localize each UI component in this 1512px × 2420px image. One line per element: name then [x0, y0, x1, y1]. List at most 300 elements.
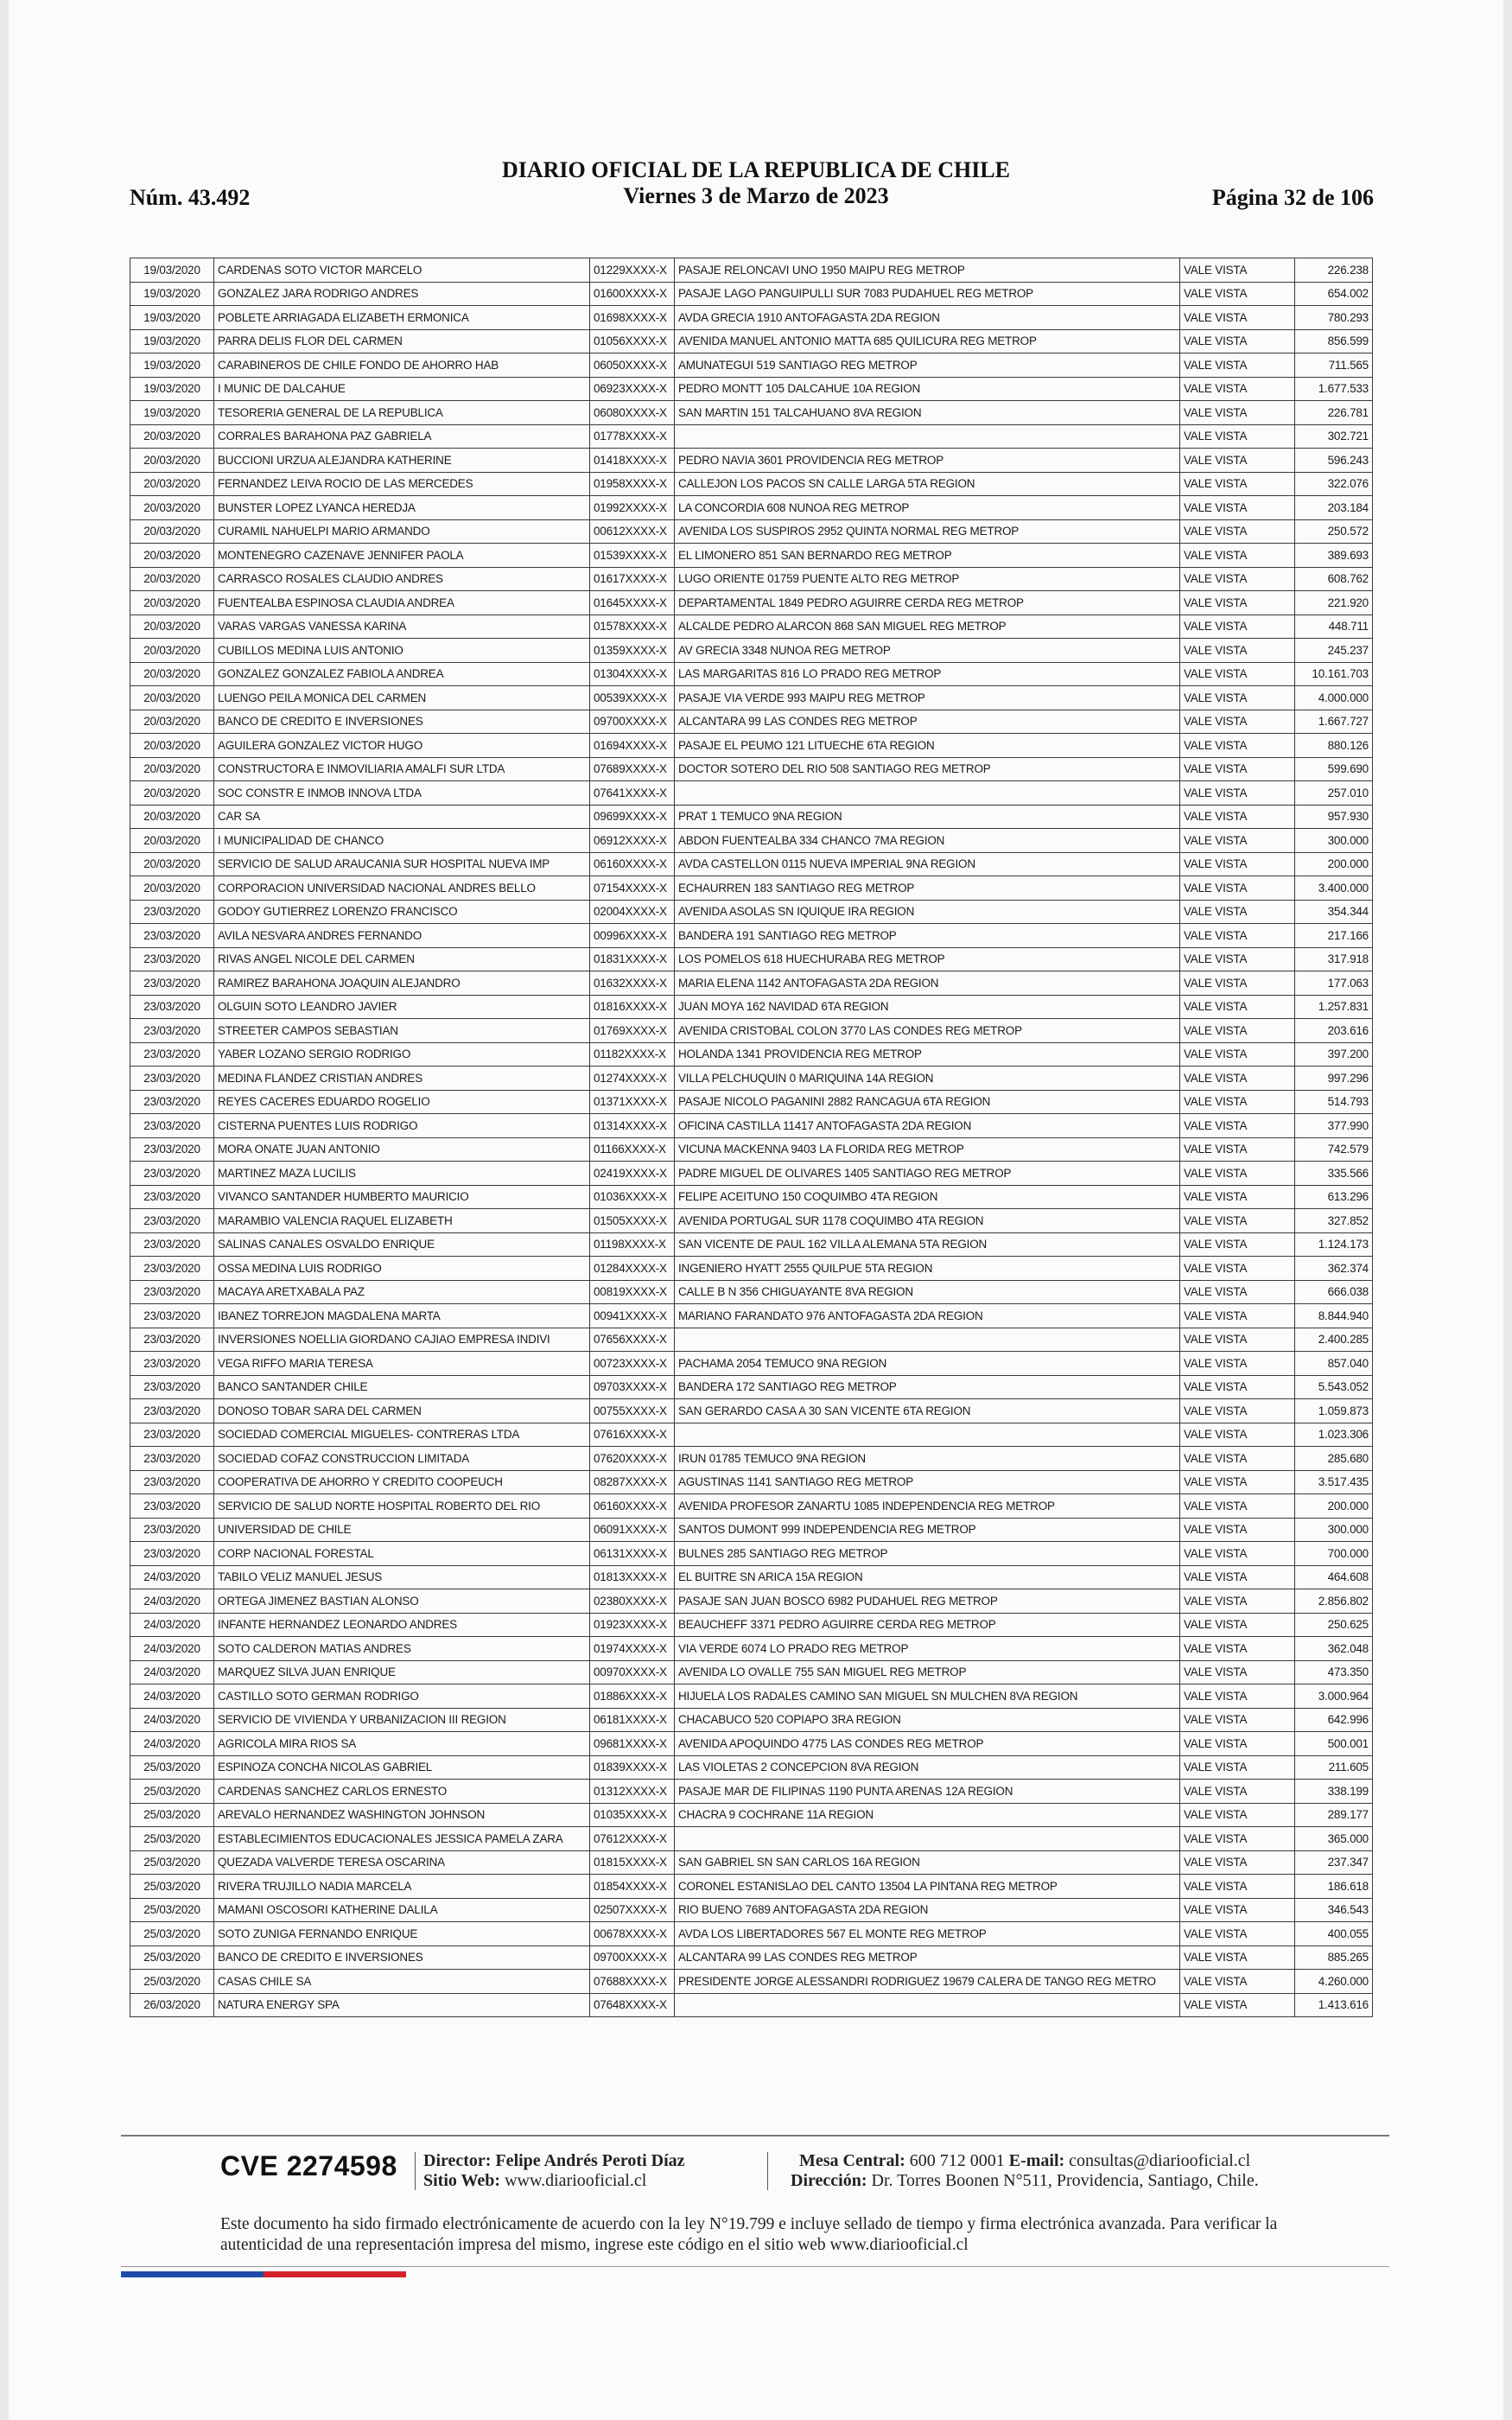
payment-type-cell: VALE VISTA: [1180, 639, 1295, 663]
rut-cell: 07612XXXX-X: [590, 1827, 675, 1851]
rut-cell: 09700XXXX-X: [590, 1946, 675, 1970]
payment-type-cell: VALE VISTA: [1180, 1970, 1295, 1994]
date-cell: 23/03/2020: [130, 1137, 214, 1162]
name-cell: LUENGO PEILA MONICA DEL CARMEN: [214, 686, 590, 710]
table-row: [130, 1660, 1373, 1684]
amount-cell: 957.930: [1295, 805, 1373, 829]
payment-type-cell: VALE VISTA: [1180, 1589, 1295, 1614]
name-cell: INVERSIONES NOELLIA GIORDANO CAJIAO EMPRESA INDIVI: [214, 1328, 590, 1352]
address-cell: ALCANTARA 99 LAS CONDES REG METROP: [675, 710, 1180, 734]
address-cell: SANTOS DUMONT 999 INDEPENDENCIA REG METROP: [675, 1518, 1180, 1542]
date-cell: 20/03/2020: [130, 567, 214, 591]
table-row: [130, 1898, 1373, 1922]
rut-cell: 01371XXXX-X: [590, 1090, 675, 1114]
date-cell: 23/03/2020: [130, 1185, 214, 1209]
rut-cell: 00539XXXX-X: [590, 686, 675, 710]
amount-cell: 203.616: [1295, 1019, 1373, 1043]
date-cell: 20/03/2020: [130, 449, 214, 473]
name-cell: CURAMIL NAHUELPI MARIO ARMANDO: [214, 519, 590, 544]
table-row: [130, 615, 1373, 639]
rut-cell: 00612XXXX-X: [590, 519, 675, 544]
table-row: [130, 1542, 1373, 1566]
payment-type-cell: VALE VISTA: [1180, 1850, 1295, 1875]
date-cell: 23/03/2020: [130, 1042, 214, 1067]
amount-cell: 1.413.616: [1295, 1993, 1373, 2017]
address-cell: DOCTOR SOTERO DEL RIO 508 SANTIAGO REG METROP: [675, 757, 1180, 781]
address-cell: [675, 1993, 1180, 2017]
name-cell: SERVICIO DE SALUD ARAUCANIA SUR HOSPITAL NUEVA IMP: [214, 852, 590, 876]
name-cell: SOTO ZUNIGA FERNANDO ENRIQUE: [214, 1922, 590, 1946]
name-cell: CUBILLOS MEDINA LUIS ANTONIO: [214, 639, 590, 663]
payment-type-cell: VALE VISTA: [1180, 1067, 1295, 1091]
table-row: [130, 1827, 1373, 1851]
payment-type-cell: VALE VISTA: [1180, 900, 1295, 924]
amount-cell: 250.625: [1295, 1613, 1373, 1637]
payment-type-cell: VALE VISTA: [1180, 1803, 1295, 1827]
address-cell: JUAN MOYA 162 NAVIDAD 6TA REGION: [675, 995, 1180, 1019]
name-cell: MONTENEGRO CAZENAVE JENNIFER PAOLA: [214, 544, 590, 568]
date-cell: 20/03/2020: [130, 519, 214, 544]
table-row: [130, 1423, 1373, 1447]
address-cell: AVDA CASTELLON 0115 NUEVA IMPERIAL 9NA REGION: [675, 852, 1180, 876]
amount-cell: 211.605: [1295, 1755, 1373, 1780]
date-cell: 23/03/2020: [130, 1542, 214, 1566]
amount-cell: 2.400.285: [1295, 1328, 1373, 1352]
date-cell: 23/03/2020: [130, 1090, 214, 1114]
name-cell: BANCO DE CREDITO E INVERSIONES: [214, 1946, 590, 1970]
payment-type-cell: VALE VISTA: [1180, 1613, 1295, 1637]
name-cell: SOTO CALDERON MATIAS ANDRES: [214, 1637, 590, 1661]
address-cell: PEDRO NAVIA 3601 PROVIDENCIA REG METROP: [675, 449, 1180, 473]
address-cell: HIJUELA LOS RADALES CAMINO SAN MIGUEL SN MULCHEN 8VA REGION: [675, 1684, 1180, 1709]
table-row: [130, 567, 1373, 591]
table-row: [130, 1375, 1373, 1399]
payment-type-cell: VALE VISTA: [1180, 995, 1295, 1019]
name-cell: I MUNICIPALIDAD DE CHANCO: [214, 829, 590, 853]
payment-type-cell: VALE VISTA: [1180, 1137, 1295, 1162]
name-cell: ORTEGA JIMENEZ BASTIAN ALONSO: [214, 1589, 590, 1614]
rut-cell: 07616XXXX-X: [590, 1423, 675, 1447]
email-label: E-mail:: [1008, 2151, 1065, 2170]
payment-type-cell: VALE VISTA: [1180, 852, 1295, 876]
address-cell: [675, 424, 1180, 449]
website-line: [423, 2171, 646, 2190]
address-cell: PASAJE MAR DE FILIPINAS 1190 PUNTA ARENAS 12A REGION: [675, 1780, 1180, 1804]
name-cell: VIVANCO SANTANDER HUMBERTO MAURICIO: [214, 1185, 590, 1209]
date-cell: 23/03/2020: [130, 1304, 214, 1328]
payment-type-cell: VALE VISTA: [1180, 1090, 1295, 1114]
amount-cell: 2.856.802: [1295, 1589, 1373, 1614]
table-row: [130, 1803, 1373, 1827]
table-row: [130, 496, 1373, 520]
table-row: [130, 1494, 1373, 1519]
amount-cell: 335.566: [1295, 1162, 1373, 1186]
rut-cell: 01974XXXX-X: [590, 1637, 675, 1661]
amount-cell: 389.693: [1295, 544, 1373, 568]
rut-cell: 01839XXXX-X: [590, 1755, 675, 1780]
name-cell: MAMANI OSCOSORI KATHERINE DALILA: [214, 1898, 590, 1922]
address-value: Dr. Torres Boonen N°511, Providencia, Santiago, Chile.: [871, 2171, 1259, 2190]
date-cell: 24/03/2020: [130, 1565, 214, 1589]
address-cell: SAN VICENTE DE PAUL 162 VILLA ALEMANA 5TA REGION: [675, 1232, 1180, 1257]
table-row: [130, 852, 1373, 876]
address-cell: EL LIMONERO 851 SAN BERNARDO REG METROP: [675, 544, 1180, 568]
address-label: Dirección:: [791, 2171, 867, 2190]
address-cell: AVENIDA LO OVALLE 755 SAN MIGUEL REG METROP: [675, 1660, 1180, 1684]
website-link[interactable]: www.diariooficial.cl: [505, 2171, 647, 2190]
rut-cell: 06160XXXX-X: [590, 852, 675, 876]
amount-cell: 1.124.173: [1295, 1232, 1373, 1257]
amount-cell: 666.038: [1295, 1280, 1373, 1304]
rut-cell: 01166XXXX-X: [590, 1137, 675, 1162]
date-cell: 25/03/2020: [130, 1780, 214, 1804]
table-row: [130, 353, 1373, 378]
address-cell: VICUNA MACKENNA 9403 LA FLORIDA REG METROP: [675, 1137, 1180, 1162]
table-row: [130, 1470, 1373, 1494]
payment-type-cell: VALE VISTA: [1180, 1185, 1295, 1209]
name-cell: IBANEZ TORREJON MAGDALENA MARTA: [214, 1304, 590, 1328]
name-cell: SOCIEDAD COFAZ CONSTRUCCION LIMITADA: [214, 1447, 590, 1471]
rut-cell: 02507XXXX-X: [590, 1898, 675, 1922]
address-cell: PASAJE EL PEUMO 121 LITUECHE 6TA REGION: [675, 734, 1180, 758]
amount-cell: 448.711: [1295, 615, 1373, 639]
signature-disclaimer: Este documento ha sido firmado electrónicamente de acuerdo con la ley N°19.799 e incluye sellado de tiempo y firma electrónica avanzada. Para verificar la autenticidad de una representación impresa del mismo, ingrese este código en el sitio web www.diariooficial.cl: [220, 2215, 1278, 2254]
address-cell: AV GRECIA 3348 NUNOA REG METROP: [675, 639, 1180, 663]
rut-cell: 01815XXXX-X: [590, 1850, 675, 1875]
name-cell: UNIVERSIDAD DE CHILE: [214, 1518, 590, 1542]
table-row: [130, 1090, 1373, 1114]
amount-cell: 10.161.703: [1295, 662, 1373, 686]
date-cell: 23/03/2020: [130, 1423, 214, 1447]
amount-cell: 608.762: [1295, 567, 1373, 591]
date-cell: 23/03/2020: [130, 1162, 214, 1186]
payment-type-cell: VALE VISTA: [1180, 1993, 1295, 2017]
amount-cell: 397.200: [1295, 1042, 1373, 1067]
rut-cell: 07641XXXX-X: [590, 781, 675, 806]
amount-cell: 885.265: [1295, 1946, 1373, 1970]
rut-cell: 01056XXXX-X: [590, 329, 675, 353]
amount-cell: 327.852: [1295, 1209, 1373, 1233]
table-row: [130, 1780, 1373, 1804]
payment-type-cell: VALE VISTA: [1180, 1780, 1295, 1804]
address-cell: AVENIDA APOQUINDO 4775 LAS CONDES REG METROP: [675, 1732, 1180, 1756]
name-cell: POBLETE ARRIAGADA ELIZABETH ERMONICA: [214, 306, 590, 330]
name-cell: AGUILERA GONZALEZ VICTOR HUGO: [214, 734, 590, 758]
date-cell: 23/03/2020: [130, 1494, 214, 1519]
bottom-divider: [121, 2266, 1389, 2267]
table-row: [130, 1637, 1373, 1661]
rut-cell: 01854XXXX-X: [590, 1875, 675, 1899]
table-row: [130, 1875, 1373, 1899]
registry-table-body: [130, 258, 1373, 2017]
address-cell: AVENIDA PORTUGAL SUR 1178 COQUIMBO 4TA REGION: [675, 1209, 1180, 1233]
payment-type-cell: VALE VISTA: [1180, 1875, 1295, 1899]
payment-type-cell: VALE VISTA: [1180, 544, 1295, 568]
table-row: [130, 1518, 1373, 1542]
director-label: Director:: [423, 2151, 492, 2170]
table-row: [130, 591, 1373, 615]
address-cell: AVENIDA LOS SUSPIROS 2952 QUINTA NORMAL REG METROP: [675, 519, 1180, 544]
amount-cell: 377.990: [1295, 1114, 1373, 1138]
address-cell: MARIANO FARANDATO 976 ANTOFAGASTA 2DA REGION: [675, 1304, 1180, 1328]
address-cell: FELIPE ACEITUNO 150 COQUIMBO 4TA REGION: [675, 1185, 1180, 1209]
amount-cell: 856.599: [1295, 329, 1373, 353]
payment-type-cell: VALE VISTA: [1180, 1565, 1295, 1589]
rut-cell: 01886XXXX-X: [590, 1684, 675, 1709]
footer-separator-2: [767, 2152, 768, 2190]
table-row: [130, 1019, 1373, 1043]
amount-cell: 880.126: [1295, 734, 1373, 758]
amount-cell: 365.000: [1295, 1827, 1373, 1851]
amount-cell: 322.076: [1295, 472, 1373, 496]
date-cell: 20/03/2020: [130, 805, 214, 829]
rut-cell: 07620XXXX-X: [590, 1447, 675, 1471]
director-name: Felipe Andrés Peroti Díaz: [495, 2151, 685, 2170]
name-cell: GONZALEZ GONZALEZ FABIOLA ANDREA: [214, 662, 590, 686]
amount-cell: 464.608: [1295, 1565, 1373, 1589]
address-cell: CALLEJON LOS PACOS SN CALLE LARGA 5TA REGION: [675, 472, 1180, 496]
central-phone: 600 712 0001: [909, 2151, 1005, 2170]
name-cell: MORA ONATE JUAN ANTONIO: [214, 1137, 590, 1162]
payment-type-cell: VALE VISTA: [1180, 1827, 1295, 1851]
name-cell: ESTABLECIMIENTOS EDUCACIONALES JESSICA PAMELA ZARA: [214, 1827, 590, 1851]
payment-type-cell: VALE VISTA: [1180, 1684, 1295, 1709]
amount-cell: 226.781: [1295, 401, 1373, 425]
rut-cell: 01694XXXX-X: [590, 734, 675, 758]
date-cell: 23/03/2020: [130, 1114, 214, 1138]
rut-cell: 09700XXXX-X: [590, 710, 675, 734]
amount-cell: 1.023.306: [1295, 1423, 1373, 1447]
name-cell: REYES CACERES EDUARDO ROGELIO: [214, 1090, 590, 1114]
date-cell: 23/03/2020: [130, 1447, 214, 1471]
rut-cell: 02004XXXX-X: [590, 900, 675, 924]
issue-number: Núm. 43.492: [130, 185, 251, 210]
table-row: [130, 1257, 1373, 1281]
table-row: [130, 781, 1373, 806]
rut-cell: 00723XXXX-X: [590, 1352, 675, 1376]
date-cell: 20/03/2020: [130, 424, 214, 449]
table-row: [130, 1042, 1373, 1067]
date-cell: 25/03/2020: [130, 1850, 214, 1875]
date-cell: 20/03/2020: [130, 757, 214, 781]
payment-type-cell: VALE VISTA: [1180, 1375, 1295, 1399]
name-cell: MARQUEZ SILVA JUAN ENRIQUE: [214, 1660, 590, 1684]
payment-type-cell: VALE VISTA: [1180, 496, 1295, 520]
payment-type-cell: VALE VISTA: [1180, 282, 1295, 306]
table-row: [130, 401, 1373, 425]
rut-cell: 00970XXXX-X: [590, 1660, 675, 1684]
rut-cell: 00941XXXX-X: [590, 1304, 675, 1328]
table-row: [130, 519, 1373, 544]
date-cell: 20/03/2020: [130, 734, 214, 758]
address-cell: SAN GERARDO CASA A 30 SAN VICENTE 6TA REGION: [675, 1399, 1180, 1423]
date-cell: 20/03/2020: [130, 472, 214, 496]
address-cell: PACHAMA 2054 TEMUCO 9NA REGION: [675, 1352, 1180, 1376]
address-cell: PRESIDENTE JORGE ALESSANDRI RODRIGUEZ 19679 CALERA DE TANGO REG METRO: [675, 1970, 1180, 1994]
payment-type-cell: VALE VISTA: [1180, 1232, 1295, 1257]
payment-type-cell: VALE VISTA: [1180, 567, 1295, 591]
name-cell: CORP NACIONAL FORESTAL: [214, 1542, 590, 1566]
payment-type-cell: VALE VISTA: [1180, 591, 1295, 615]
name-cell: TESORERIA GENERAL DE LA REPUBLICA: [214, 401, 590, 425]
table-row: [130, 924, 1373, 948]
amount-cell: 237.347: [1295, 1850, 1373, 1875]
amount-cell: 362.374: [1295, 1257, 1373, 1281]
table-row: [130, 472, 1373, 496]
address-cell: LA CONCORDIA 608 NUNOA REG METROP: [675, 496, 1180, 520]
rut-cell: 01813XXXX-X: [590, 1565, 675, 1589]
website-label: Sitio Web:: [423, 2171, 501, 2190]
name-cell: CASAS CHILE SA: [214, 1970, 590, 1994]
payment-type-cell: VALE VISTA: [1180, 1162, 1295, 1186]
table-row: [130, 1946, 1373, 1970]
date-cell: 20/03/2020: [130, 639, 214, 663]
date-cell: 24/03/2020: [130, 1708, 214, 1732]
date-cell: 23/03/2020: [130, 947, 214, 971]
amount-cell: 997.296: [1295, 1067, 1373, 1091]
rut-cell: 06091XXXX-X: [590, 1518, 675, 1542]
amount-cell: 300.000: [1295, 829, 1373, 853]
name-cell: CONSTRUCTORA E INMOVILIARIA AMALFI SUR LTDA: [214, 757, 590, 781]
name-cell: RIVAS ANGEL NICOLE DEL CARMEN: [214, 947, 590, 971]
payment-type-cell: VALE VISTA: [1180, 1352, 1295, 1376]
name-cell: AGRICOLA MIRA RIOS SA: [214, 1732, 590, 1756]
rut-cell: 06131XXXX-X: [590, 1542, 675, 1566]
date-cell: 25/03/2020: [130, 1875, 214, 1899]
table-row: [130, 258, 1373, 283]
email-link[interactable]: consultas@diariooficial.cl: [1069, 2151, 1251, 2170]
amount-cell: 400.055: [1295, 1922, 1373, 1946]
date-cell: 23/03/2020: [130, 1352, 214, 1376]
amount-cell: 599.690: [1295, 757, 1373, 781]
name-cell: SERVICIO DE SALUD NORTE HOSPITAL ROBERTO DEL RIO: [214, 1494, 590, 1519]
address-cell: ECHAURREN 183 SANTIAGO REG METROP: [675, 876, 1180, 901]
amount-cell: 221.920: [1295, 591, 1373, 615]
rut-cell: 01312XXXX-X: [590, 1780, 675, 1804]
date-cell: 23/03/2020: [130, 1470, 214, 1494]
address-cell: BANDERA 191 SANTIAGO REG METROP: [675, 924, 1180, 948]
rut-cell: 00819XXXX-X: [590, 1280, 675, 1304]
amount-cell: 289.177: [1295, 1803, 1373, 1827]
name-cell: DONOSO TOBAR SARA DEL CARMEN: [214, 1399, 590, 1423]
table-row: [130, 1352, 1373, 1376]
rut-cell: 01359XXXX-X: [590, 639, 675, 663]
rut-cell: 06912XXXX-X: [590, 829, 675, 853]
date-cell: 25/03/2020: [130, 1970, 214, 1994]
date-cell: 23/03/2020: [130, 1375, 214, 1399]
table-row: [130, 662, 1373, 686]
date-cell: 23/03/2020: [130, 1067, 214, 1091]
date-cell: 23/03/2020: [130, 1399, 214, 1423]
name-cell: CARABINEROS DE CHILE FONDO DE AHORRO HAB: [214, 353, 590, 378]
amount-cell: 654.002: [1295, 282, 1373, 306]
name-cell: PARRA DELIS FLOR DEL CARMEN: [214, 329, 590, 353]
rut-cell: 01816XXXX-X: [590, 995, 675, 1019]
rut-cell: 01778XXXX-X: [590, 424, 675, 449]
payment-type-cell: VALE VISTA: [1180, 1542, 1295, 1566]
date-cell: 19/03/2020: [130, 282, 214, 306]
name-cell: OLGUIN SOTO LEANDRO JAVIER: [214, 995, 590, 1019]
name-cell: RAMIREZ BARAHONA JOAQUIN ALEJANDRO: [214, 971, 590, 996]
rut-cell: 01314XXXX-X: [590, 1114, 675, 1138]
name-cell: CARDENAS SOTO VICTOR MARCELO: [214, 258, 590, 283]
date-cell: 19/03/2020: [130, 353, 214, 378]
address-cell: PRAT 1 TEMUCO 9NA REGION: [675, 805, 1180, 829]
address-cell: SAN MARTIN 151 TALCAHUANO 8VA REGION: [675, 401, 1180, 425]
amount-cell: 245.237: [1295, 639, 1373, 663]
date-cell: 23/03/2020: [130, 1518, 214, 1542]
payment-type-cell: VALE VISTA: [1180, 1019, 1295, 1043]
table-row: [130, 1447, 1373, 1471]
amount-cell: 1.257.831: [1295, 995, 1373, 1019]
address-cell: PASAJE NICOLO PAGANINI 2882 RANCAGUA 6TA REGION: [675, 1090, 1180, 1114]
name-cell: BUNSTER LOPEZ LYANCA HEREDJA: [214, 496, 590, 520]
rut-cell: 06080XXXX-X: [590, 401, 675, 425]
amount-cell: 226.238: [1295, 258, 1373, 283]
table-row: [130, 1137, 1373, 1162]
amount-cell: 317.918: [1295, 947, 1373, 971]
rut-cell: 07688XXXX-X: [590, 1970, 675, 1994]
amount-cell: 857.040: [1295, 1352, 1373, 1376]
amount-cell: 302.721: [1295, 424, 1373, 449]
date-cell: 20/03/2020: [130, 852, 214, 876]
payment-type-cell: VALE VISTA: [1180, 1898, 1295, 1922]
table-row: [130, 1970, 1373, 1994]
table-row: [130, 757, 1373, 781]
payment-type-cell: VALE VISTA: [1180, 1280, 1295, 1304]
table-row: [130, 639, 1373, 663]
date-cell: 20/03/2020: [130, 496, 214, 520]
payment-type-cell: VALE VISTA: [1180, 401, 1295, 425]
date-cell: 20/03/2020: [130, 686, 214, 710]
table-row: [130, 329, 1373, 353]
table-row: [130, 1328, 1373, 1352]
rut-cell: 01539XXXX-X: [590, 544, 675, 568]
registry-table: [130, 258, 1373, 2017]
table-row: [130, 1162, 1373, 1186]
date-cell: 25/03/2020: [130, 1803, 214, 1827]
rut-cell: 00755XXXX-X: [590, 1399, 675, 1423]
table-row: [130, 424, 1373, 449]
rut-cell: 01617XXXX-X: [590, 567, 675, 591]
amount-cell: 4.260.000: [1295, 1970, 1373, 1994]
payment-type-cell: VALE VISTA: [1180, 1637, 1295, 1661]
amount-cell: 217.166: [1295, 924, 1373, 948]
table-row: [130, 1755, 1373, 1780]
address-cell: ALCANTARA 99 LAS CONDES REG METROP: [675, 1946, 1180, 1970]
rut-cell: 01418XXXX-X: [590, 449, 675, 473]
date-cell: 19/03/2020: [130, 329, 214, 353]
payment-type-cell: VALE VISTA: [1180, 757, 1295, 781]
date-cell: 23/03/2020: [130, 1257, 214, 1281]
name-cell: BUCCIONI URZUA ALEJANDRA KATHERINE: [214, 449, 590, 473]
name-cell: BANCO SANTANDER CHILE: [214, 1375, 590, 1399]
rut-cell: 09699XXXX-X: [590, 805, 675, 829]
payment-type-cell: VALE VISTA: [1180, 472, 1295, 496]
amount-cell: 3.517.435: [1295, 1470, 1373, 1494]
contact-line: [799, 2151, 1250, 2170]
rut-cell: 06160XXXX-X: [590, 1494, 675, 1519]
table-row: [130, 1684, 1373, 1709]
table-row: [130, 947, 1373, 971]
amount-cell: 742.579: [1295, 1137, 1373, 1162]
rut-cell: 01505XXXX-X: [590, 1209, 675, 1233]
date-cell: 24/03/2020: [130, 1660, 214, 1684]
payment-type-cell: VALE VISTA: [1180, 924, 1295, 948]
payment-type-cell: VALE VISTA: [1180, 1755, 1295, 1780]
payment-type-cell: VALE VISTA: [1180, 1494, 1295, 1519]
date-cell: 23/03/2020: [130, 1232, 214, 1257]
